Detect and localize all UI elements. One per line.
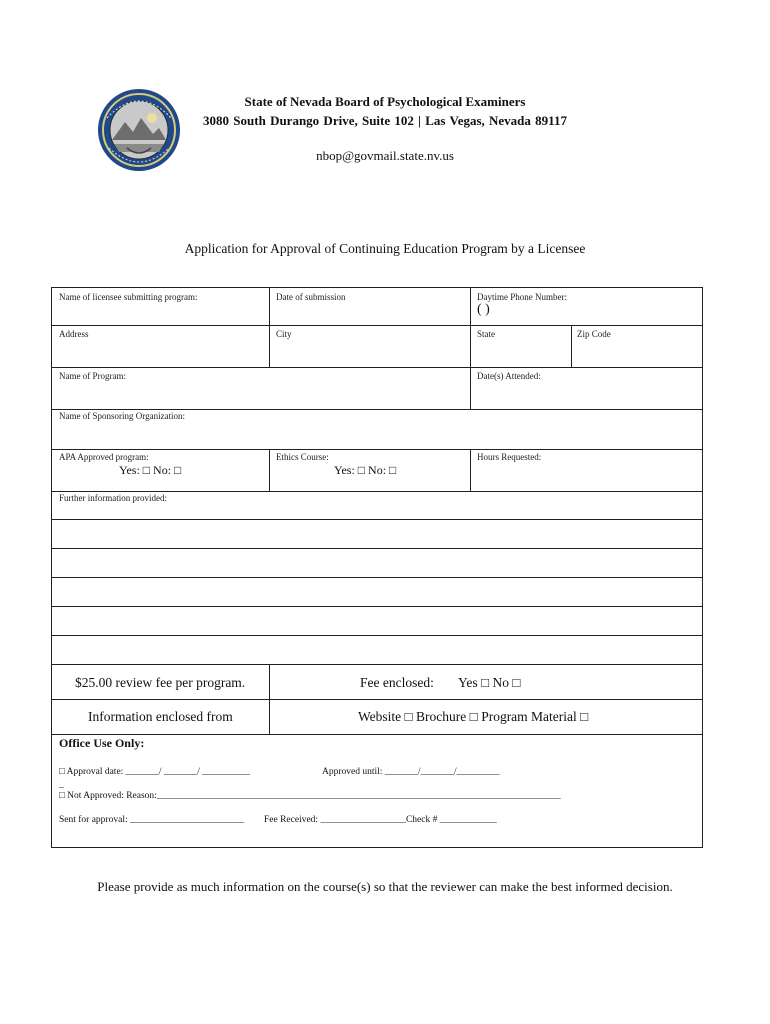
city-label: City (276, 329, 292, 339)
fee-enclosed-label: Fee enclosed: (360, 675, 434, 690)
submission-date-label: Date of submission (276, 292, 346, 302)
apa-approved-options[interactable]: Yes: □ No: □ (119, 463, 182, 477)
hours-requested-label: Hours Requested: (477, 452, 542, 462)
licensee-name-label: Name of licensee submitting program: (59, 292, 198, 302)
ethics-course-label: Ethics Course: (276, 452, 329, 462)
board-email: nbop@govmail.state.nv.us (316, 148, 454, 163)
form-title: Application for Approval of Continuing Education Program by a Licensee (184, 241, 586, 256)
approved-until-field: Approved until: _______/_______/_________ (322, 767, 500, 777)
phone-label: Daytime Phone Number: (477, 292, 567, 302)
application-form (51, 287, 703, 848)
dates-attended-label: Date(s) Attended: (477, 371, 541, 381)
office-use-title: Office Use Only: (59, 736, 145, 750)
review-fee-text: $25.00 review fee per program. (75, 675, 246, 690)
board-name: State of Nevada Board of Psychological Examiners (244, 94, 526, 109)
fee-received-field: Fee Received: __________________Check # ____________ (264, 815, 497, 825)
tick-mark: _ (59, 780, 64, 790)
state-label: State (477, 329, 495, 339)
address-label: Address (59, 329, 89, 339)
board-address: 3080 South Durango Drive, Suite 102 | Las Vegas, Nevada 89117 (203, 113, 567, 128)
fee-enclosed-options[interactable]: Yes □ No □ (458, 675, 521, 690)
approval-date-field: □ Approval date: _______/ _______/ __________ (59, 767, 250, 777)
further-info-label: Further information provided: (59, 493, 167, 503)
ethics-course-options[interactable]: Yes: □ No: □ (334, 463, 397, 477)
sent-for-approval-field: Sent for approval: ________________________ (59, 815, 244, 825)
not-approved-field: □ Not Approved: Reason:_____________________________________________________________________________________ (59, 791, 561, 801)
info-enclosed-options[interactable]: Website □ Brochure □ Program Material □ (358, 709, 589, 724)
info-enclosed-label: Information enclosed from (88, 709, 233, 724)
zip-label: Zip Code (577, 329, 611, 339)
phone-area-code: ( ) (477, 302, 490, 317)
program-name-label: Name of Program: (59, 371, 126, 381)
sponsor-label: Name of Sponsoring Organization: (59, 411, 186, 421)
footer-instruction: Please provide as much information on the course(s) so that the reviewer can make the best informed decision. (97, 879, 673, 894)
apa-approved-label: APA Approved program: (59, 452, 149, 462)
